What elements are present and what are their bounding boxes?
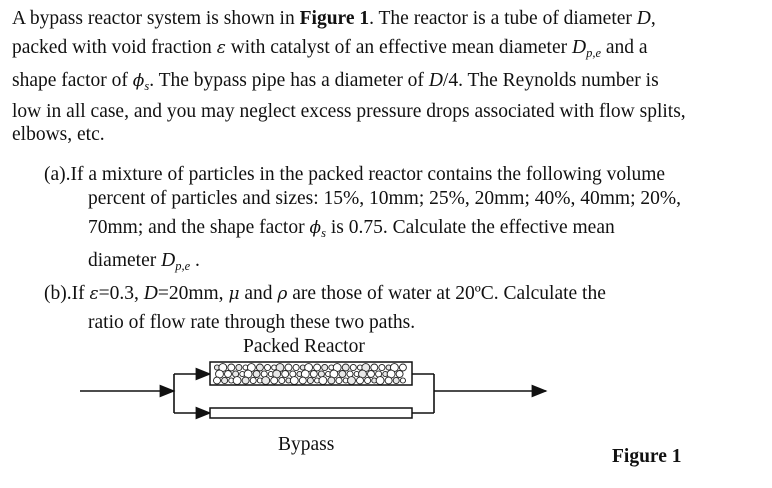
catalyst-particle [336,377,342,383]
catalyst-particle [228,364,235,371]
catalyst-particle [322,364,328,370]
rho-symbol: ρ [277,284,288,304]
catalyst-particle [328,377,335,384]
part-b-line-1: (b).If ε=0.3, D=20mm, μ and ρ are those of water at 20ºC. Calculate the [44,283,606,304]
catalyst-particle [348,377,356,385]
catalyst-particle [264,364,270,370]
catalyst-particle [222,377,228,383]
catalyst-particle [376,371,382,377]
epsilon-symbol: ε [89,284,99,304]
part-a-line-1: (a).If a mixture of particles in the packed reactor contains the following volume [44,164,666,185]
catalyst-particle [376,377,384,385]
bypass-label: Bypass [278,434,335,455]
catalyst-particle [293,364,299,370]
part-a-line-4: diameter $D_{p,e}$ . [88,250,200,273]
catalyst-particle [365,377,371,383]
catalyst-particle [250,377,256,383]
catalyst-particle [371,364,378,371]
part-a-line-3: 70mm; and the shape factor $\phi_s$ is 0.75. Calculate the effective mean [88,217,615,240]
catalyst-particle [350,364,356,370]
intro-line-2: packed with void fraction ε with catalyst of an effective mean diameter $D_{p,e}$ and a [12,37,648,60]
catalyst-particle [279,377,285,383]
catalyst-particle [396,371,403,378]
phi-symbol: ϕ [132,71,145,91]
catalyst-particle [253,371,260,378]
part-a-label: (a). [44,164,71,185]
part-a-line-2: percent of particles and sizes: 15%, 10mm; 25%, 20mm; 40%, 40mm; 20%, [88,188,682,209]
catalyst-particle [379,364,385,370]
figure-reference: Figure 1 [299,8,370,29]
catalyst-particle [233,377,241,385]
catalyst-particle [347,371,353,377]
catalyst-particle [271,377,278,384]
intro-line-1: A bypass reactor system is shown in Figure 1. The reactor is a tube of diameter D, [12,8,656,29]
catalyst-particle [314,364,321,371]
mu-symbol: μ [228,284,240,304]
catalyst-particle [342,364,349,371]
catalyst-particle [290,371,296,377]
catalyst-particle [385,377,392,384]
catalyst-particle [318,371,324,377]
intro-line-4: low in all case, and you may neglect excess pressure drops associated with flow splits, [12,101,686,122]
packed-reactor-label: Packed Reactor [243,336,365,357]
catalyst-particle [282,371,289,378]
catalyst-particle [299,377,306,384]
catalyst-particle [319,377,327,385]
bypass-pipe [210,408,412,418]
catalyst-particle [256,364,263,371]
part-b-line-2: ratio of flow rate through these two paths. [88,312,416,333]
figure-caption: Figure 1 [612,446,682,467]
catalyst-particle [236,364,242,370]
catalyst-particle [399,364,406,371]
catalyst-particle [307,377,313,383]
intro-line-3: shape factor of $\phi_s$. The bypass pipe has a diameter of D/4. The Reynolds number is [12,70,659,93]
catalyst-particle [400,378,405,383]
epsilon-symbol: ε [216,38,226,58]
catalyst-particle [290,377,298,385]
catalyst-particle [242,377,249,384]
catalyst-particle [261,371,267,377]
catalyst-particle [225,371,232,378]
catalyst-particle [310,371,317,378]
catalyst-particle [339,371,346,378]
catalyst-particle [393,377,399,383]
intro-line-5: elbows, etc. [12,124,105,145]
catalyst-particle [357,377,364,384]
phi-symbol: ϕ [309,218,322,238]
catalyst-particle [285,364,292,371]
catalyst-particle [368,371,375,378]
catalyst-particle [214,377,221,384]
catalyst-particle [233,371,239,377]
catalyst-particle [262,377,270,385]
part-b-label: (b). [44,283,72,304]
